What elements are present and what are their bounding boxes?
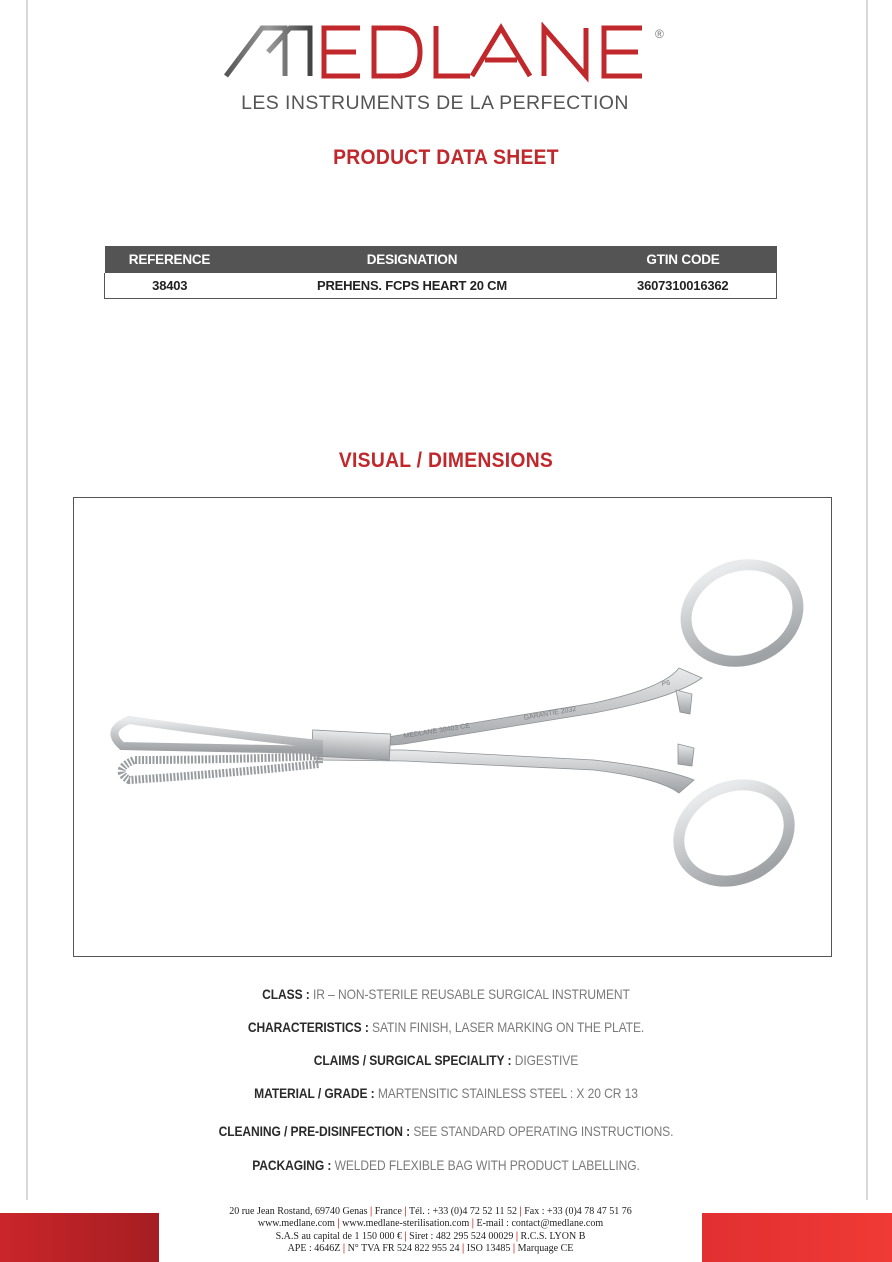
website-link[interactable]: www.medlane.com: [257, 1218, 338, 1230]
data-sheet-title: PRODUCT DATA SHEET: [333, 146, 559, 169]
reference-header: REFERENCE: [105, 246, 235, 273]
table-row: [105, 273, 777, 298]
brand-tagline: LES INSTRUMENTS DE LA PERFECTION: [241, 92, 629, 114]
ce-marking-text: Marquage CE: [515, 1242, 574, 1254]
iso-text: ISO 13485: [464, 1242, 513, 1254]
email-link[interactable]: E-mail : contact@medlane.com: [473, 1218, 604, 1230]
separator: |: [515, 1230, 519, 1242]
spec-claims: [62, 1052, 829, 1068]
spec-cleaning: [62, 1123, 829, 1139]
footer-line-3: [160, 1231, 701, 1243]
visual-title: VISUAL / DIMENSIONS: [338, 449, 554, 472]
spec-value: DIGESTIVE: [511, 1052, 579, 1068]
footer-line-4: [160, 1243, 701, 1255]
right-margin-line: [866, 0, 868, 1200]
separator: |: [337, 1218, 340, 1230]
product-image-frame: [73, 497, 832, 957]
vat-text: N° TVA FR 524 822 955 24: [345, 1242, 463, 1254]
footer-address: [160, 1206, 701, 1255]
designation-header: DESIGNATION: [235, 246, 590, 273]
separator: |: [342, 1242, 346, 1254]
footer-line-1: [160, 1206, 701, 1218]
spec-value: SEE STANDARD OPERATING INSTRUCTIONS.: [410, 1123, 674, 1139]
footer-bar-right: [702, 1213, 892, 1262]
address-text: 20 rue Jean Rostand, 69740 Genas: [229, 1206, 368, 1217]
footer-line-2: [160, 1218, 701, 1230]
medlane-logo: [0, 22, 892, 117]
spec-material: [62, 1085, 829, 1101]
spec-characteristics: [62, 1019, 829, 1035]
spec-key: PACKAGING :: [252, 1157, 332, 1173]
spec-packaging: [62, 1157, 829, 1173]
sterilisation-website-link[interactable]: www.medlane-sterilisation.com: [339, 1218, 472, 1230]
separator: |: [370, 1206, 373, 1217]
gtin-header: GTIN CODE: [590, 246, 777, 273]
spec-key: CHARACTERISTICS :: [247, 1019, 369, 1035]
designation-cell: PREHENS. FCPS HEART 20 CM: [235, 273, 590, 298]
reference-table: [104, 246, 777, 299]
engraving-mark: P6: [661, 679, 671, 688]
separator: |: [404, 1230, 407, 1242]
capital-text: S.A.S au capital de 1 150 000 €: [275, 1230, 405, 1242]
spec-value: SATIN FINISH, LASER MARKING ON THE PLATE.: [368, 1019, 645, 1035]
forceps-illustration: [74, 498, 830, 955]
spec-key: CLASS :: [262, 986, 310, 1002]
phone-text: Tél. : +33 (0)4 72 52 11 52: [406, 1206, 520, 1217]
spec-key: CLAIMS / SURGICAL SPECIALITY :: [313, 1052, 512, 1068]
separator: |: [462, 1242, 465, 1254]
left-margin-line: [26, 0, 28, 1200]
footer-bar-left: [0, 1213, 159, 1262]
registered-mark: ®: [655, 27, 664, 41]
gtin-cell: 3607310016362: [590, 273, 777, 298]
separator: |: [519, 1206, 522, 1217]
table-header-row: [105, 246, 777, 273]
spec-value: MARTENSITIC STAINLESS STEEL : X 20 CR 13: [374, 1085, 638, 1101]
reference-cell: 38403: [105, 273, 235, 298]
country-text: France: [372, 1206, 405, 1217]
ape-text: APE : 4646Z: [287, 1242, 343, 1254]
spec-value: WELDED FLEXIBLE BAG WITH PRODUCT LABELLING.: [331, 1157, 640, 1173]
spec-class: [62, 986, 829, 1002]
separator: |: [404, 1206, 407, 1217]
siret-text: Siret : 482 295 524 00029: [406, 1230, 516, 1242]
spec-key: CLEANING / PRE-DISINFECTION :: [218, 1123, 411, 1139]
separator: |: [471, 1218, 474, 1230]
engraving-guarantee: GARANTIE 2032: [523, 705, 577, 722]
rcs-text: R.C.S. LYON B: [518, 1230, 586, 1242]
fax-text: Fax : +33 (0)4 78 47 51 76: [521, 1206, 632, 1217]
spec-value: IR – NON-STERILE REUSABLE SURGICAL INSTRUMENT: [309, 986, 630, 1002]
spec-key: MATERIAL / GRADE :: [254, 1085, 375, 1101]
separator: |: [512, 1242, 516, 1254]
engraving-brand: MEDLANE 38403 CE: [403, 722, 471, 740]
